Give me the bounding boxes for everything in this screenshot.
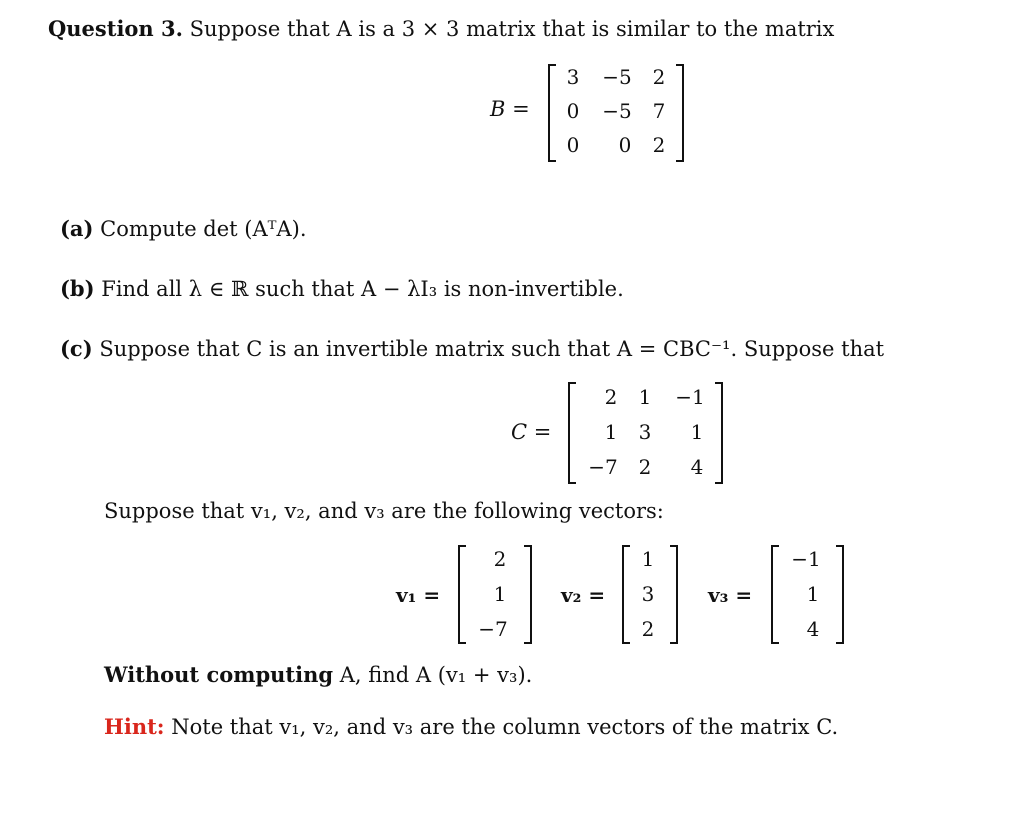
matrix-c-cell: 4: [690, 455, 704, 479]
matrix-c-cell: 2: [604, 385, 618, 409]
matrix-b-cell: 0: [566, 99, 580, 123]
matrix-c-cell: 1: [690, 420, 704, 444]
part-a-text: Compute det (AᵀA).: [100, 217, 307, 241]
part-c-label: (c): [60, 336, 93, 361]
matrix-b-cell: 3: [566, 65, 580, 89]
part-b-text: Find all λ ∈ ℝ such that A − λI₃ is non-invertible.: [101, 277, 624, 301]
vector-v1-entry: −7: [478, 617, 508, 641]
part-c: [60, 336, 884, 361]
matrix-c-cell: 1: [604, 420, 618, 444]
vector-v1-left-bracket: [458, 545, 466, 644]
hint-label: Hint:: [104, 714, 165, 739]
vector-v2-entry: 1: [641, 547, 655, 571]
matrix-b-cell: 0: [618, 133, 632, 157]
matrix-b-cell: 2: [652, 65, 666, 89]
vector-v1-entry: 2: [493, 547, 507, 571]
task-text: A, find A (v₁ + v₃).: [339, 663, 533, 687]
vector-v3-name: v₃ =: [708, 583, 753, 607]
vector-v3-left-bracket: [771, 545, 779, 644]
vector-v1-right-bracket: [524, 545, 532, 644]
part-a: [60, 216, 307, 241]
vector-v3-entry: 4: [806, 617, 820, 641]
task-line: [104, 662, 532, 687]
vector-v2-name: v₂ =: [561, 583, 606, 607]
hint-line: [104, 714, 838, 739]
task-bold: Without computing: [104, 662, 334, 687]
vector-v1-name: v₁ =: [396, 583, 441, 607]
matrix-b-cell: −5: [602, 65, 632, 89]
matrix-c-cell: 1: [638, 385, 652, 409]
matrix-c-cell: 3: [638, 420, 652, 444]
question-text: Suppose that A is a 3 × 3 matrix that is similar to the matrix: [189, 17, 835, 41]
matrix-b-cell: −5: [602, 99, 632, 123]
matrix-b-cell: 7: [652, 99, 666, 123]
part-a-label: (a): [60, 216, 94, 241]
part-c-text: Suppose that C is an invertible matrix such that A = CBC⁻¹. Suppose that: [99, 337, 885, 361]
matrix-b-cell: 0: [566, 133, 580, 157]
matrix-c-cell: 2: [638, 455, 652, 479]
question-label: Question 3.: [48, 16, 183, 41]
hint-text: Note that v₁, v₂, and v₃ are the column vectors of the matrix C.: [171, 715, 839, 739]
matrix-c-left-bracket: [568, 382, 576, 484]
vector-v3-right-bracket: [836, 545, 844, 644]
part-b: [60, 276, 624, 301]
matrix-b-cell: 2: [652, 133, 666, 157]
part-b-label: (b): [60, 276, 95, 301]
vector-v2-entry: 2: [641, 617, 655, 641]
vector-v2-entry: 3: [641, 582, 655, 606]
vectors-intro: Suppose that v₁, v₂, and v₃ are the following vectors:: [104, 499, 664, 523]
vector-v1-entry: 1: [493, 582, 507, 606]
question-header: [48, 16, 834, 41]
vector-v3-entry: −1: [791, 547, 821, 571]
matrix-b-name: B =: [490, 97, 530, 121]
vector-v2-right-bracket: [670, 545, 678, 644]
matrix-c-cell: −7: [588, 455, 618, 479]
matrix-c-name: C =: [511, 420, 552, 444]
matrix-c-cell: −1: [675, 385, 705, 409]
vector-v3-entry: 1: [806, 582, 820, 606]
